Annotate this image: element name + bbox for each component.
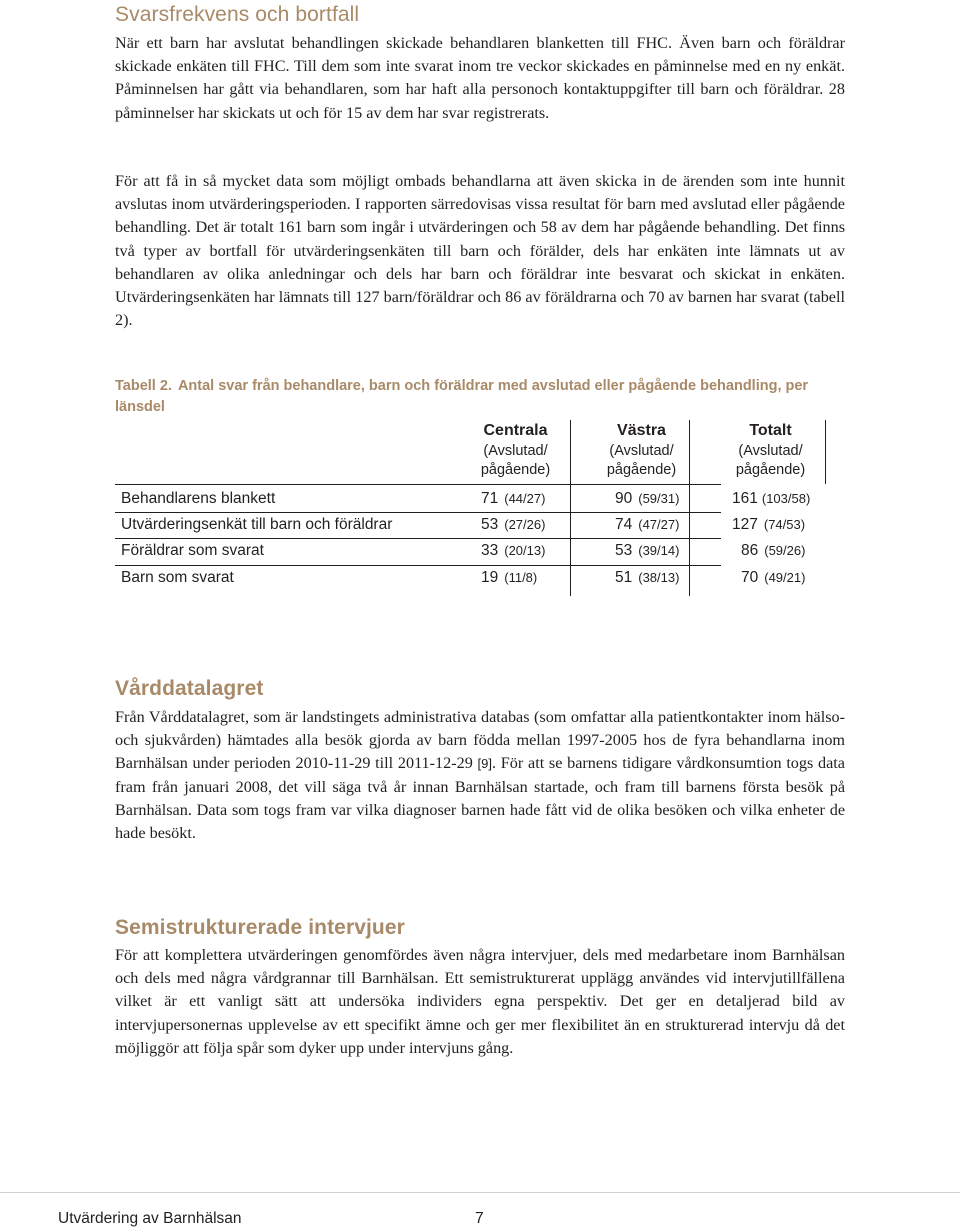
section-title-svarsfrekvens: Svarsfrekvens och bortfall [115, 3, 360, 26]
cell-detail: (59/26) [764, 543, 806, 558]
table-cell [741, 568, 805, 588]
table-cell [615, 541, 679, 561]
cell-count: 53 [481, 516, 499, 533]
column-sub: (Avslutad/ [609, 443, 674, 459]
table-caption [115, 376, 835, 418]
column-header-totalt [703, 420, 838, 480]
column-name: Västra [617, 422, 666, 439]
citation-reference: [9] [477, 756, 493, 772]
cell-detail: (59/31) [638, 491, 680, 506]
table-cell [481, 541, 545, 561]
cell-count: 74 [615, 516, 633, 533]
table-cell [741, 541, 805, 561]
column-name: Totalt [749, 422, 792, 439]
table-cell [615, 489, 679, 509]
row-divider [115, 512, 721, 513]
cell-detail: (103/58) [761, 491, 811, 506]
column-divider [689, 420, 690, 596]
cell-detail: (39/14) [638, 543, 680, 558]
footer-page-number: 7 [475, 1210, 484, 1227]
cell-detail: (20/13) [504, 543, 546, 558]
row-divider [115, 565, 721, 566]
paragraph-svarsfrekvens-1: När ett barn har avslutat behandlingen skickade behandlaren blanketten till FHC. Även barn och föräldrar skickade enkäten till FHC. Till dem som inte svarat inom tre veckor skickades en påminnelse med en ny enkät. Påminnelsen har gått via behandlaren, som har haft alla personoch kontaktuppgifter till barn och föräldrar. 28 påminnelser har skickats ut och för 15 av dem har svar registrerats. [115, 34, 845, 122]
table-cell [615, 568, 679, 588]
column-sub: pågående) [606, 462, 677, 478]
footer-divider [0, 1192, 960, 1193]
column-name: Centrala [483, 422, 548, 439]
paragraph-text: . För att se barnens tidigare vårdkonsumtion togs data fram från januari 2008, det vill säga två år innan Barnhälsan startade, och fram till barnens första besök på Barnhälsan. Data som togs fram var vilka diagnoser barnen hade fått vid de olika besöken och vilka enheter de hade besökt. [115, 754, 845, 843]
cell-count: 33 [481, 542, 499, 559]
row-divider [115, 484, 721, 485]
table-caption-label: Tabell 2. [115, 378, 172, 394]
paragraph-intervjuer: För att komplettera utvärderingen genomfördes även några intervjuer, dels med medarbetare inom Barnhälsan och dels med några vårdgrannar till Barnhälsan. Ett semistrukturerat upplägg användes vid intervjutillfällena vilket är ett vanligt sätt att undersöka individers egna perspektiv. Det ger en detaljerad bild av intervjupersonernas upplevelse av ett specifikt ämne och ger mer flexibilitet än en strukturerad intervju då det möjliggör att följa spår som dyker upp under intervjuns gång. [115, 946, 845, 1057]
cell-count: 127 [732, 516, 758, 533]
column-sub: pågående) [735, 462, 806, 478]
table-row-label: Utvärderingsenkät till barn och föräldrar [121, 516, 393, 533]
section-title-varddatalagret: Vårddatalagret [115, 677, 264, 700]
response-table [115, 420, 845, 600]
cell-detail: (47/27) [638, 517, 680, 532]
table-cell [481, 489, 545, 509]
cell-detail: (27/26) [504, 517, 546, 532]
cell-count: 90 [615, 490, 633, 507]
table-row-label: Behandlarens blankett [121, 490, 276, 507]
table-row-label: Barn som svarat [121, 569, 234, 586]
cell-detail: (74/53) [763, 517, 806, 532]
paragraph-svarsfrekvens-2: För att få in så mycket data som möjligt ombads behandlarna att även skicka in de ärenden som inte hunnit avslutas inom utvärderingsperioden. I rapporten särredovisas vissa resultat för barn med avslutad eller pågående behandling. Det är totalt 161 barn som ingår i utvärderingen och 58 av dem har pågående behandling. Det finns två typer av bortfall för utvärderingsenkäten till barn och förälder, dels har enkäten inte lämnats ut av behandlaren av olika anledningar och dels har barn och föräldrar inte besvarat och skickat in enkäten. Utvärderingsenkäten har lämnats till 127 barn/föräldrar och 86 av föräldrarna och 70 av barnen har svarat (tabell 2). [115, 172, 845, 330]
cell-count: 19 [481, 569, 499, 586]
cell-count: 71 [481, 490, 499, 507]
cell-count: 53 [615, 542, 633, 559]
column-divider [825, 420, 826, 484]
table-cell [615, 515, 679, 535]
cell-detail: (44/27) [504, 491, 546, 506]
cell-count: 86 [741, 542, 759, 559]
column-sub: (Avslutad/ [483, 443, 548, 459]
cell-count: 161 [732, 490, 758, 507]
cell-detail: (11/8) [504, 570, 538, 585]
table-row-label: Föräldrar som svarat [121, 542, 264, 559]
cell-detail: (38/13) [638, 570, 680, 585]
table-cell [732, 489, 810, 509]
table-cell [481, 515, 545, 535]
table-cell [732, 515, 805, 535]
section-title-intervjuer: Semistrukturerade intervjuer [115, 916, 405, 939]
cell-count: 70 [741, 569, 759, 586]
row-divider [115, 538, 721, 539]
table-caption-text: Antal svar från behandlare, barn och föräldrar med avslutad eller pågående behandling, per länsdel [115, 378, 809, 415]
paragraph-varddatalagret [115, 706, 845, 845]
cell-detail: (49/21) [764, 570, 806, 585]
column-divider [570, 420, 571, 596]
footer-document-title: Utvärdering av Barnhälsan [58, 1210, 242, 1227]
column-sub: pågående) [480, 462, 551, 478]
cell-count: 51 [615, 569, 633, 586]
paragraph-text: Från Vårddatalagret, som är landstingets administrativa databas (som omfattar alla patientkontakter inom hälso- och sjukvården) hämtades alla besök gjorda av barn födda mellan 1997-2005 hos de fyra behandlarna inom Barnhälsan under perioden 2010-11-29 till 2011-12-29 [115, 708, 845, 773]
column-header-centrala [448, 420, 583, 480]
table-cell [481, 568, 537, 588]
column-sub: (Avslutad/ [738, 443, 803, 459]
